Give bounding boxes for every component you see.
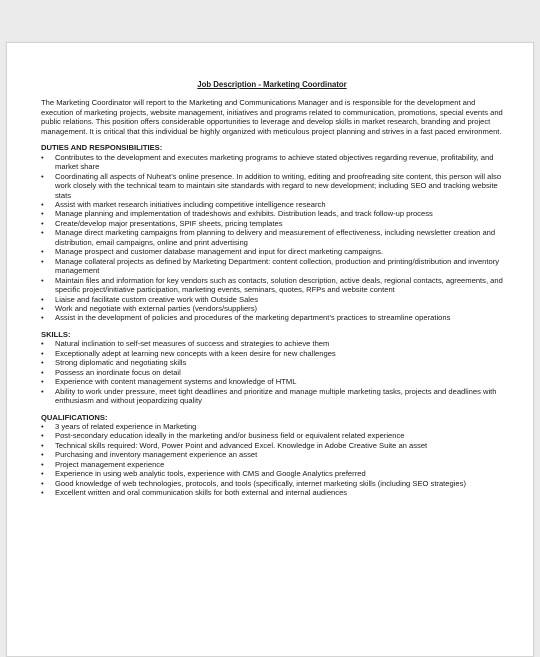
bullet-icon: • bbox=[41, 431, 44, 441]
bullet-text: Manage direct marketing campaigns from planning to delivery and measurement of effectiveness, including newsletter creation and distribution, email campaigns, online and print advertising bbox=[55, 228, 496, 247]
bullet-list bbox=[41, 339, 503, 405]
section-heading: DUTIES AND RESPONSIBILITIES: bbox=[41, 143, 163, 153]
bullet-text: 3 years of related experience in Marketing bbox=[55, 421, 197, 431]
bullet-text: Post-secondary education ideally in the marketing and/or business field or equivalent related experience bbox=[55, 431, 405, 441]
bullet-item bbox=[41, 422, 503, 431]
bullet-text: Manage prospect and customer database management and input for direct marketing campaigns. bbox=[55, 247, 383, 257]
bullet-item bbox=[41, 479, 503, 488]
bullet-text: Experience in using web analytic tools, experience with CMS and Google Analytics preferred bbox=[55, 469, 366, 479]
bullet-item bbox=[41, 276, 503, 295]
bullet-text: Project management experience bbox=[55, 459, 165, 469]
bullet-text: Maintain files and information for key vendors such as contacts, solution description, active deals, regional contacts, agreements, and specific project/initiative participation, marketing events, seminars, quotes, RFPs and website content bbox=[55, 275, 503, 295]
bullet-icon: • bbox=[41, 275, 44, 285]
bullet-icon: • bbox=[41, 358, 44, 368]
bullet-icon: • bbox=[41, 228, 44, 238]
bullet-icon: • bbox=[41, 199, 44, 209]
bullet-icon: • bbox=[41, 440, 44, 450]
bullet-icon: • bbox=[41, 478, 44, 488]
bullet-text: Assist with market research initiatives including competitive intelligence research bbox=[55, 199, 326, 209]
bullet-item bbox=[41, 228, 503, 247]
bullet-icon: • bbox=[41, 152, 44, 162]
section-qualifications bbox=[41, 413, 503, 498]
bullet-text: Coordinating all aspects of Nuheat’s online presence. In addition to writing, editing and proofreading site content, this person will also work closely with the technical team to maintain site standards with regard to new development; including SEO and tracking website stats bbox=[55, 171, 502, 200]
bullet-text: Create/develop major presentations, SPIF sheets, pricing templates bbox=[55, 218, 283, 228]
bullet-item bbox=[41, 247, 503, 256]
bullet-icon: • bbox=[41, 256, 44, 266]
bullet-item bbox=[41, 377, 503, 386]
bullet-text: Ability to work under pressure, meet tight deadlines and prioritize and manage multiple marketing tasks, projects and deadlines with enthusiasm and without jeopardizing quality bbox=[55, 386, 497, 406]
document-title: Job Description - Marketing Coordinator bbox=[197, 80, 347, 89]
bullet-icon: • bbox=[41, 218, 44, 228]
section-skills bbox=[41, 330, 503, 406]
bullet-item bbox=[41, 209, 503, 218]
bullet-item bbox=[41, 387, 503, 406]
bullet-item bbox=[41, 349, 503, 358]
document-body bbox=[41, 80, 503, 505]
bullet-text: Manage planning and implementation of tradeshows and exhibits. Distribution leads, and track follow-up process bbox=[55, 209, 433, 219]
bullet-icon: • bbox=[41, 294, 44, 304]
bullet-item bbox=[41, 450, 503, 459]
bullet-icon: • bbox=[41, 209, 44, 219]
bullet-icon: • bbox=[41, 313, 44, 323]
bullet-item bbox=[41, 460, 503, 469]
bullet-icon: • bbox=[41, 339, 44, 349]
bullet-icon: • bbox=[41, 459, 44, 469]
bullet-icon: • bbox=[41, 303, 44, 313]
bullet-icon: • bbox=[41, 171, 44, 181]
bullet-text: Purchasing and inventory management experience an asset bbox=[55, 450, 258, 460]
bullet-item bbox=[41, 358, 503, 367]
bullet-text: Experience with content management systems and knowledge of HTML bbox=[55, 377, 297, 387]
bullet-item bbox=[41, 219, 503, 228]
bullet-icon: • bbox=[41, 386, 44, 396]
section-duties bbox=[41, 143, 503, 323]
bullet-text: Natural inclination to self-set measures of success and strategies to achieve them bbox=[55, 339, 330, 349]
bullet-text: Work and negotiate with external parties (vendors/suppliers) bbox=[55, 303, 258, 313]
bullet-list bbox=[41, 422, 503, 498]
bullet-text: Possess an inordinate focus on detail bbox=[55, 367, 181, 377]
bullet-icon: • bbox=[41, 450, 44, 460]
bullet-text: Good knowledge of web technologies, protocols, and tools (specifically, internet marketing skills (including SEO strategies) bbox=[55, 478, 466, 488]
bullet-icon: • bbox=[41, 367, 44, 377]
bullet-item bbox=[41, 200, 503, 209]
bullet-item bbox=[41, 313, 503, 322]
bullet-icon: • bbox=[41, 421, 44, 431]
bullet-icon: • bbox=[41, 377, 44, 387]
bullet-item bbox=[41, 469, 503, 478]
bullet-text: Technical skills required: Word, Power Point and advanced Excel. Knowledge in Adobe Creative Suite an asset bbox=[55, 440, 428, 450]
bullet-icon: • bbox=[41, 348, 44, 358]
intro-paragraph: The Marketing Coordinator will report to the Marketing and Communications Manager and is responsible for the development and execution of marketing projects, website management, initiatives and programs related to communication, promotions, special events and public relations. This position offers considerable opportunities to leverage and develop skills in market research, branding and project management. It is critical that this individual be highly organized with meticulous project planning and strives in a fast paced environment. bbox=[41, 98, 503, 136]
bullet-text: Contributes to the development and executes marketing programs to achieve stated objectives regarding revenue, profitability, and market share bbox=[55, 152, 494, 172]
bullet-text: Exceptionally adept at learning new concepts with a keen desire for new challenges bbox=[55, 348, 336, 358]
section-heading: QUALIFICATIONS: bbox=[41, 412, 108, 422]
bullet-item bbox=[41, 441, 503, 450]
bullet-item bbox=[41, 153, 503, 172]
bullet-item bbox=[41, 172, 503, 200]
bullet-text: Strong diplomatic and negotiating skills bbox=[55, 358, 187, 368]
bullet-icon: • bbox=[41, 469, 44, 479]
bullet-item bbox=[41, 488, 503, 497]
bullet-text: Liaise and facilitate custom creative work with Outside Sales bbox=[55, 294, 259, 304]
bullet-text: Assist in the development of policies and procedures of the marketing department’s practices to streamline operations bbox=[55, 313, 451, 323]
bullet-item bbox=[41, 304, 503, 313]
section-heading: SKILLS: bbox=[41, 329, 71, 339]
document-page bbox=[6, 42, 534, 657]
bullet-item bbox=[41, 431, 503, 440]
bullet-icon: • bbox=[41, 247, 44, 257]
bullet-text: Excellent written and oral communication skills for both external and internal audiences bbox=[55, 488, 348, 498]
bullet-text: Manage collateral projects as defined by Marketing Department: content collection, production and printing/distribution and inventory management bbox=[55, 256, 500, 276]
bullet-item bbox=[41, 339, 503, 348]
bullet-list bbox=[41, 153, 503, 323]
bullet-item bbox=[41, 295, 503, 304]
bullet-item bbox=[41, 257, 503, 276]
bullet-icon: • bbox=[41, 488, 44, 498]
bullet-item bbox=[41, 368, 503, 377]
